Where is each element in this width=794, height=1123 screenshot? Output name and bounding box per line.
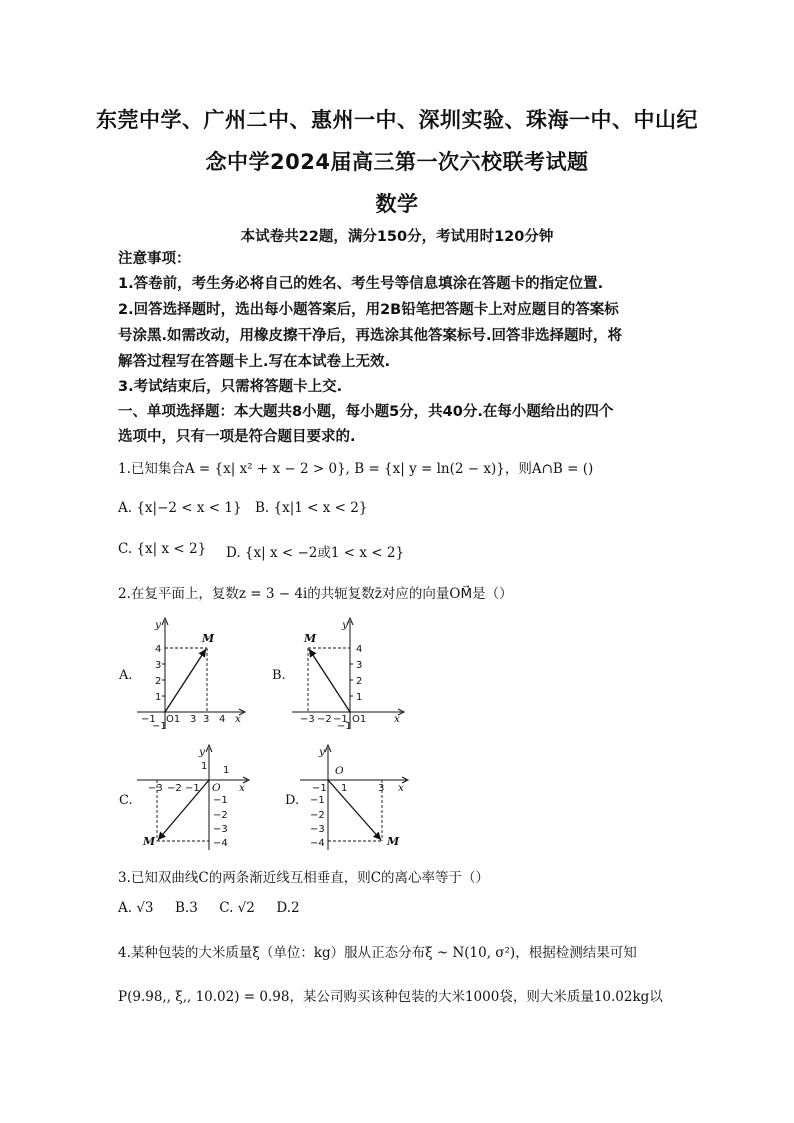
- graph-d-tick-neg4-y: −4: [310, 838, 325, 849]
- graph-c-tick-neg4-y: −4: [213, 838, 228, 849]
- graph-c-origin-label: O: [212, 782, 221, 794]
- note-line-5: 3.考试结束后，只需将答题卡上交.: [118, 379, 343, 395]
- graph-b-tick-neg3: −3: [300, 714, 315, 725]
- note-line-2: 2.回答选择题时，选出每小题答案后，用2B铅笔把答题卡上对应题目的答案标: [118, 302, 619, 318]
- note-line-3: 号涂黑.如需改动，用橡皮擦干净后，再选涂其他答案标号.回答非选择题时，将: [118, 328, 623, 344]
- section1-heading-line1: 一、单项选择题：本大题共8小题，每小题5分，共40分.在每小题给出的四个: [118, 404, 614, 420]
- graph-b-m-label: M: [304, 632, 317, 645]
- graph-b-y-label: y: [342, 619, 348, 631]
- section1-heading-line2: 选项中，只有一项是符合题目要求的.: [118, 429, 356, 445]
- graph-d-tick-neg2-y: −2: [310, 810, 325, 821]
- graph-c-tick-neg2: −2: [167, 783, 182, 794]
- exam-title-line2: 念中学2024届高三第一次六校联考试题: [205, 150, 589, 174]
- graph-a-tick-3-x-b: 3: [203, 714, 210, 725]
- graph-c-vector-om: [158, 780, 209, 840]
- graph-a-tick-3: 3: [155, 660, 162, 671]
- exam-info: 本试卷共22题，满分150分，考试用时120分钟: [240, 229, 554, 245]
- graph-a-tick-neg1-y: −1: [152, 721, 167, 730]
- q2-graph-a: [135, 615, 255, 730]
- q1-stem: 1.已知集合A = {x| x² + x − 2 > 0}, B = {x| y = ln(2 − x)}，则A∩B = (): [118, 461, 594, 477]
- graph-d-origin-label: O: [335, 765, 344, 777]
- graph-d-tick-neg3-y: −3: [310, 824, 325, 835]
- graph-a-tick-4-x: 4: [219, 714, 226, 725]
- graph-d-tick-neg1: −1: [312, 783, 327, 794]
- notes-heading: 注意事项：: [118, 251, 191, 267]
- q2-option-d-label: D.: [285, 793, 300, 808]
- graph-d-tick-neg1-y: −1: [310, 795, 325, 806]
- graph-a-tick-3-x: 3: [190, 714, 197, 725]
- graph-b-tick-neg1: −1: [333, 714, 348, 725]
- graph-a-tick-1: 1: [155, 692, 162, 703]
- q1-option-b: B. {x|1 < x < 2}: [255, 500, 368, 516]
- note-line-4: 解答过程写在答题卡上.写在本试卷上无效.: [118, 354, 391, 370]
- graph-c-tick-1-x: 1: [223, 765, 230, 776]
- q2-option-c-label: C.: [119, 793, 133, 808]
- graph-c-y-label: y: [199, 746, 205, 758]
- graph-b-vector-om: [309, 649, 350, 712]
- graph-c-x-label: x: [239, 782, 245, 794]
- graph-a-tick-4: 4: [155, 644, 162, 655]
- q2-stem: 2.在复平面上，复数z = 3 − 4i的共轭复数z̄对应的向量OM⃗是（）: [118, 586, 513, 602]
- q2-option-a-label: A.: [119, 668, 133, 683]
- q2-graph-c: [135, 742, 260, 852]
- graph-b-x-label: x: [394, 713, 400, 725]
- graph-d-vector-om: [328, 780, 381, 840]
- graph-a-x-label: x: [235, 713, 241, 725]
- graph-d-tick-3: 3: [378, 783, 385, 794]
- graph-b-tick-neg2: −2: [317, 714, 332, 725]
- graph-a-vector-om: [165, 649, 206, 712]
- graph-b-tick-2: 2: [356, 676, 363, 687]
- graph-d-m-label: M: [387, 835, 400, 848]
- q1-option-a: A. {x|−2 < x < 1}: [118, 500, 242, 516]
- graph-b-tick-4: 4: [356, 644, 363, 655]
- graph-c-m-label: M: [143, 835, 156, 848]
- graph-c-tick-neg3-y: −3: [213, 824, 228, 835]
- graph-a-y-label: y: [155, 619, 161, 631]
- graph-b-origin-label: O1: [352, 714, 367, 725]
- q1-option-c: C. {x| x < 2}: [118, 541, 207, 557]
- q4-line1: 4.某种包装的大米质量ξ（单位：kg）服从正态分布ξ ~ N(10, σ²)，根据检测结果可知: [118, 945, 637, 961]
- graph-b-tick-3: 3: [356, 660, 363, 671]
- graph-a-origin-label: O1: [166, 714, 181, 725]
- graph-d-x-label: x: [398, 782, 404, 794]
- graph-c-tick-neg3: −3: [148, 783, 163, 794]
- exam-title-line1: 东莞中学、广州二中、惠州一中、深圳实验、珠海一中、中山纪: [96, 108, 698, 132]
- graph-a-m-label: M: [202, 632, 215, 645]
- graph-c-tick-1-y: 1: [201, 761, 208, 772]
- graph-d-tick-1: 1: [341, 783, 348, 794]
- graph-a-tick-neg1-x: −1: [141, 714, 156, 725]
- graph-b-tick-1: 1: [356, 692, 363, 703]
- q2-option-b-label: B.: [272, 668, 286, 683]
- graph-b-tick-neg1-y: −1: [337, 721, 352, 730]
- q3-stem: 3.已知双曲线C的两条渐近线互相垂直，则C的离心率等于（）: [118, 870, 490, 886]
- note-line-1: 1.答卷前，考生务必将自己的姓名、考生号等信息填涂在答题卡的指定位置.: [118, 276, 604, 292]
- graph-c-tick-neg1-y: −1: [213, 795, 228, 806]
- graph-c-tick-neg2-y: −2: [213, 810, 228, 821]
- q1-option-d: D. {x| x < −2或1 < x < 2}: [226, 545, 405, 561]
- q3-options: A. √3 B.3 C. √2 D.2: [118, 900, 300, 916]
- graph-c-tick-neg1: −1: [185, 783, 200, 794]
- graph-d-y-label: y: [319, 746, 325, 758]
- q4-line2: P(9.98,, ξ,, 10.02) = 0.98，某公司购买该种包装的大米1000袋，则大米质量10.02kg以: [118, 989, 663, 1005]
- subject-title: 数学: [375, 192, 419, 216]
- graph-a-tick-2: 2: [155, 676, 162, 687]
- q2-graph-d: [298, 742, 418, 852]
- q2-graph-b: [290, 615, 415, 730]
